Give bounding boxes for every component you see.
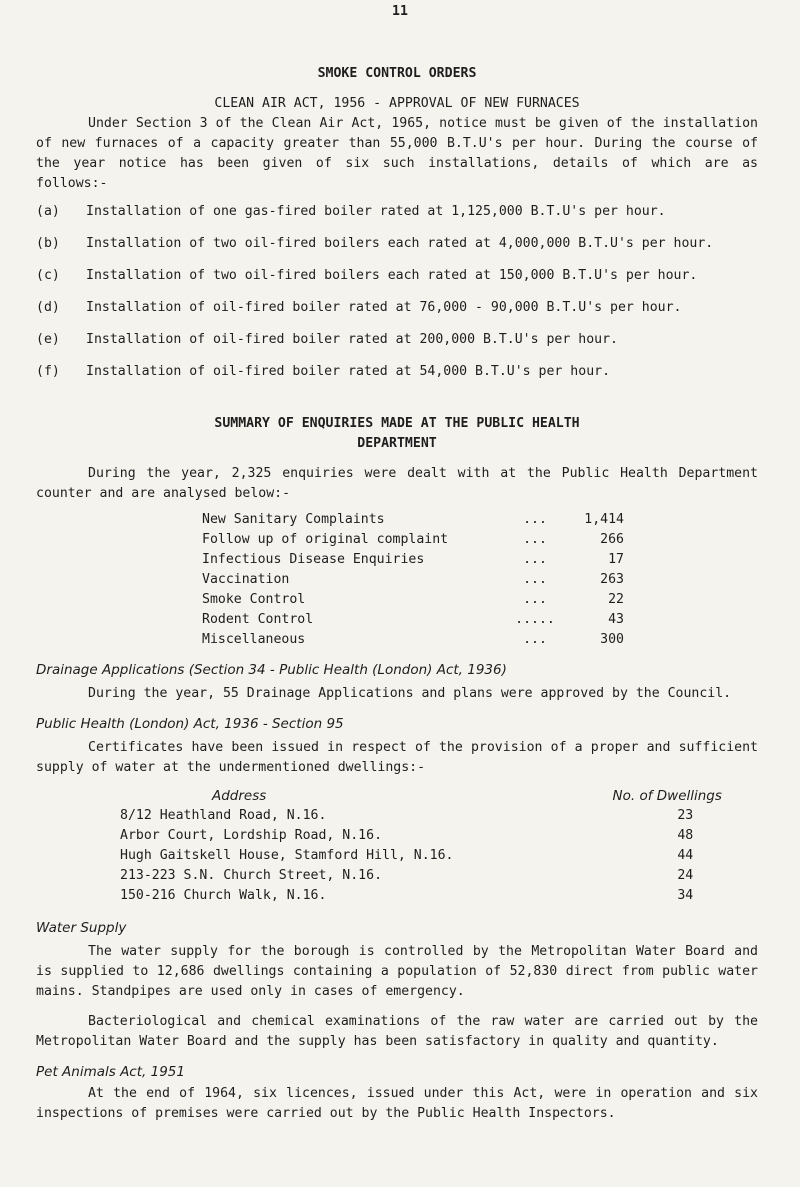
item-text: Installation of two oil-fired boilers each rated at 150,000 B.T.U's per hour. xyxy=(86,268,698,283)
address-column-header: Address xyxy=(212,788,267,804)
list-item xyxy=(36,234,758,254)
certificates-paragraph: Certificates have been issued in respect of the provision of a proper and sufficient supply of water at the undermentioned dwellings:- xyxy=(36,740,758,775)
water-examination-paragraph: Bacteriological and chemical examinations of the raw water are carried out by the Metropolitan Water Board and the supply has been satisfactory in quality and quantity. xyxy=(36,1014,758,1049)
table-row xyxy=(36,846,758,866)
enquiry-count: 300 xyxy=(600,632,624,647)
table-header-row xyxy=(36,786,758,806)
table-row xyxy=(36,826,758,846)
public-health-act-heading: Public Health (London) Act, 1936 - Section 95 xyxy=(36,716,344,732)
heading-smoke-control: SMOKE CONTROL ORDERS xyxy=(317,66,477,81)
dwelling-count: 44 xyxy=(677,848,694,863)
drainage-paragraph: During the year, 55 Drainage Applications and plans were approved by the Council. xyxy=(88,686,732,701)
dwelling-address: 8/12 Heathland Road, N.16. xyxy=(120,808,327,823)
enquiry-name: New Sanitary Complaints xyxy=(202,512,385,527)
enquiry-count: 263 xyxy=(600,572,624,587)
item-label: (e) xyxy=(36,332,60,347)
enquiry-count: 17 xyxy=(608,552,624,567)
intro-paragraph: Under Section 3 of the Clean Air Act, 1965, notice must be given of the installation of new furnaces of a capacity greater than 55,000 B.T.U's per hour. During the course of the year notice has been given of six such installations, details of which are as follows:- xyxy=(36,116,758,191)
dwellings-table xyxy=(36,786,758,906)
water-supply-paragraph: The water supply for the borough is controlled by the Metropolitan Water Board and is supplied to 12,686 dwellings containing a population of 52,830 direct from public water mains. Standpipes are used only in cases of emergency. xyxy=(36,944,758,999)
leader-dots: ... xyxy=(523,632,547,647)
enquiry-name: Rodent Control xyxy=(202,612,314,627)
dwelling-address: Arbor Court, Lordship Road, N.16. xyxy=(120,828,383,843)
pet-animals-heading: Pet Animals Act, 1951 xyxy=(36,1064,185,1080)
dwelling-address: Hugh Gaitskell House, Stamford Hill, N.16. xyxy=(120,848,454,863)
enquiry-count: 266 xyxy=(600,532,624,547)
summary-heading-line2: DEPARTMENT xyxy=(357,436,437,451)
item-text: Installation of two oil-fired boilers each rated at 4,000,000 B.T.U's per hour. xyxy=(86,236,714,251)
dwelling-count: 23 xyxy=(677,808,694,823)
heading-clean-air-act: CLEAN AIR ACT, 1956 - APPROVAL OF NEW FURNACES xyxy=(214,96,580,111)
table-row xyxy=(36,806,758,826)
drainage-heading: Drainage Applications (Section 34 - Public Health (London) Act, 1936) xyxy=(36,662,507,678)
water-supply-heading: Water Supply xyxy=(36,920,127,936)
table-row xyxy=(36,550,624,570)
item-text: Installation of oil-fired boiler rated at 76,000 - 90,000 B.T.U's per hour. xyxy=(86,300,682,315)
item-label: (d) xyxy=(36,300,60,315)
page-number: 11 xyxy=(392,4,408,19)
enquiry-count: 1,414 xyxy=(584,512,624,527)
leader-dots: ... xyxy=(523,532,547,547)
item-label: (a) xyxy=(36,204,60,219)
table-row xyxy=(36,590,624,610)
table-row xyxy=(36,866,758,886)
enquiry-count: 43 xyxy=(608,612,624,627)
item-label: (f) xyxy=(36,364,60,379)
dwelling-count: 34 xyxy=(677,888,694,903)
furnace-list xyxy=(36,202,758,382)
pet-animals-paragraph: At the end of 1964, six licences, issued under this Act, were in operation and six inspections of premises were carried out by the Public Health Inspectors. xyxy=(36,1086,758,1121)
item-text: Installation of oil-fired boiler rated at 54,000 B.T.U's per hour. xyxy=(86,364,611,379)
list-item xyxy=(36,202,758,222)
dwelling-address: 150-216 Church Walk, N.16. xyxy=(120,888,327,903)
document-page xyxy=(36,0,758,1124)
enquiry-name: Smoke Control xyxy=(202,592,306,607)
leader-dots: ... xyxy=(523,552,547,567)
list-item xyxy=(36,298,758,318)
list-item xyxy=(36,330,758,350)
item-text: Installation of one gas-fired boiler rated at 1,125,000 B.T.U's per hour. xyxy=(86,204,666,219)
enquiry-name: Follow up of original complaint xyxy=(202,532,449,547)
table-row xyxy=(36,610,624,630)
dwelling-count: 24 xyxy=(677,868,694,883)
item-text: Installation of oil-fired boiler rated at 200,000 B.T.U's per hour. xyxy=(86,332,618,347)
enquiry-count: 22 xyxy=(608,592,624,607)
list-item xyxy=(36,362,758,382)
enquiry-name: Miscellaneous xyxy=(202,632,306,647)
item-label: (c) xyxy=(36,268,60,283)
list-item xyxy=(36,266,758,286)
enquiry-name: Vaccination xyxy=(202,572,290,587)
enquiries-table xyxy=(36,510,624,650)
enquiry-name: Infectious Disease Enquiries xyxy=(202,552,425,567)
item-label: (b) xyxy=(36,236,60,251)
summary-intro: During the year, 2,325 enquiries were dealt with at the Public Health Department counter and are analysed below:- xyxy=(36,466,758,501)
leader-dots: ... xyxy=(523,512,547,527)
table-row xyxy=(36,630,624,650)
table-row xyxy=(36,886,758,906)
leader-dots: ... xyxy=(523,592,547,607)
summary-heading-line1: SUMMARY OF ENQUIRIES MADE AT THE PUBLIC HEALTH xyxy=(214,416,580,431)
leader-dots: ... xyxy=(523,572,547,587)
leader-dots: ..... xyxy=(515,612,555,627)
dwelling-address: 213-223 S.N. Church Street, N.16. xyxy=(120,868,383,883)
table-row xyxy=(36,510,624,530)
dwelling-count: 48 xyxy=(677,828,694,843)
table-row xyxy=(36,570,624,590)
dwellings-column-header: No. of Dwellings xyxy=(612,788,722,804)
table-row xyxy=(36,530,624,550)
